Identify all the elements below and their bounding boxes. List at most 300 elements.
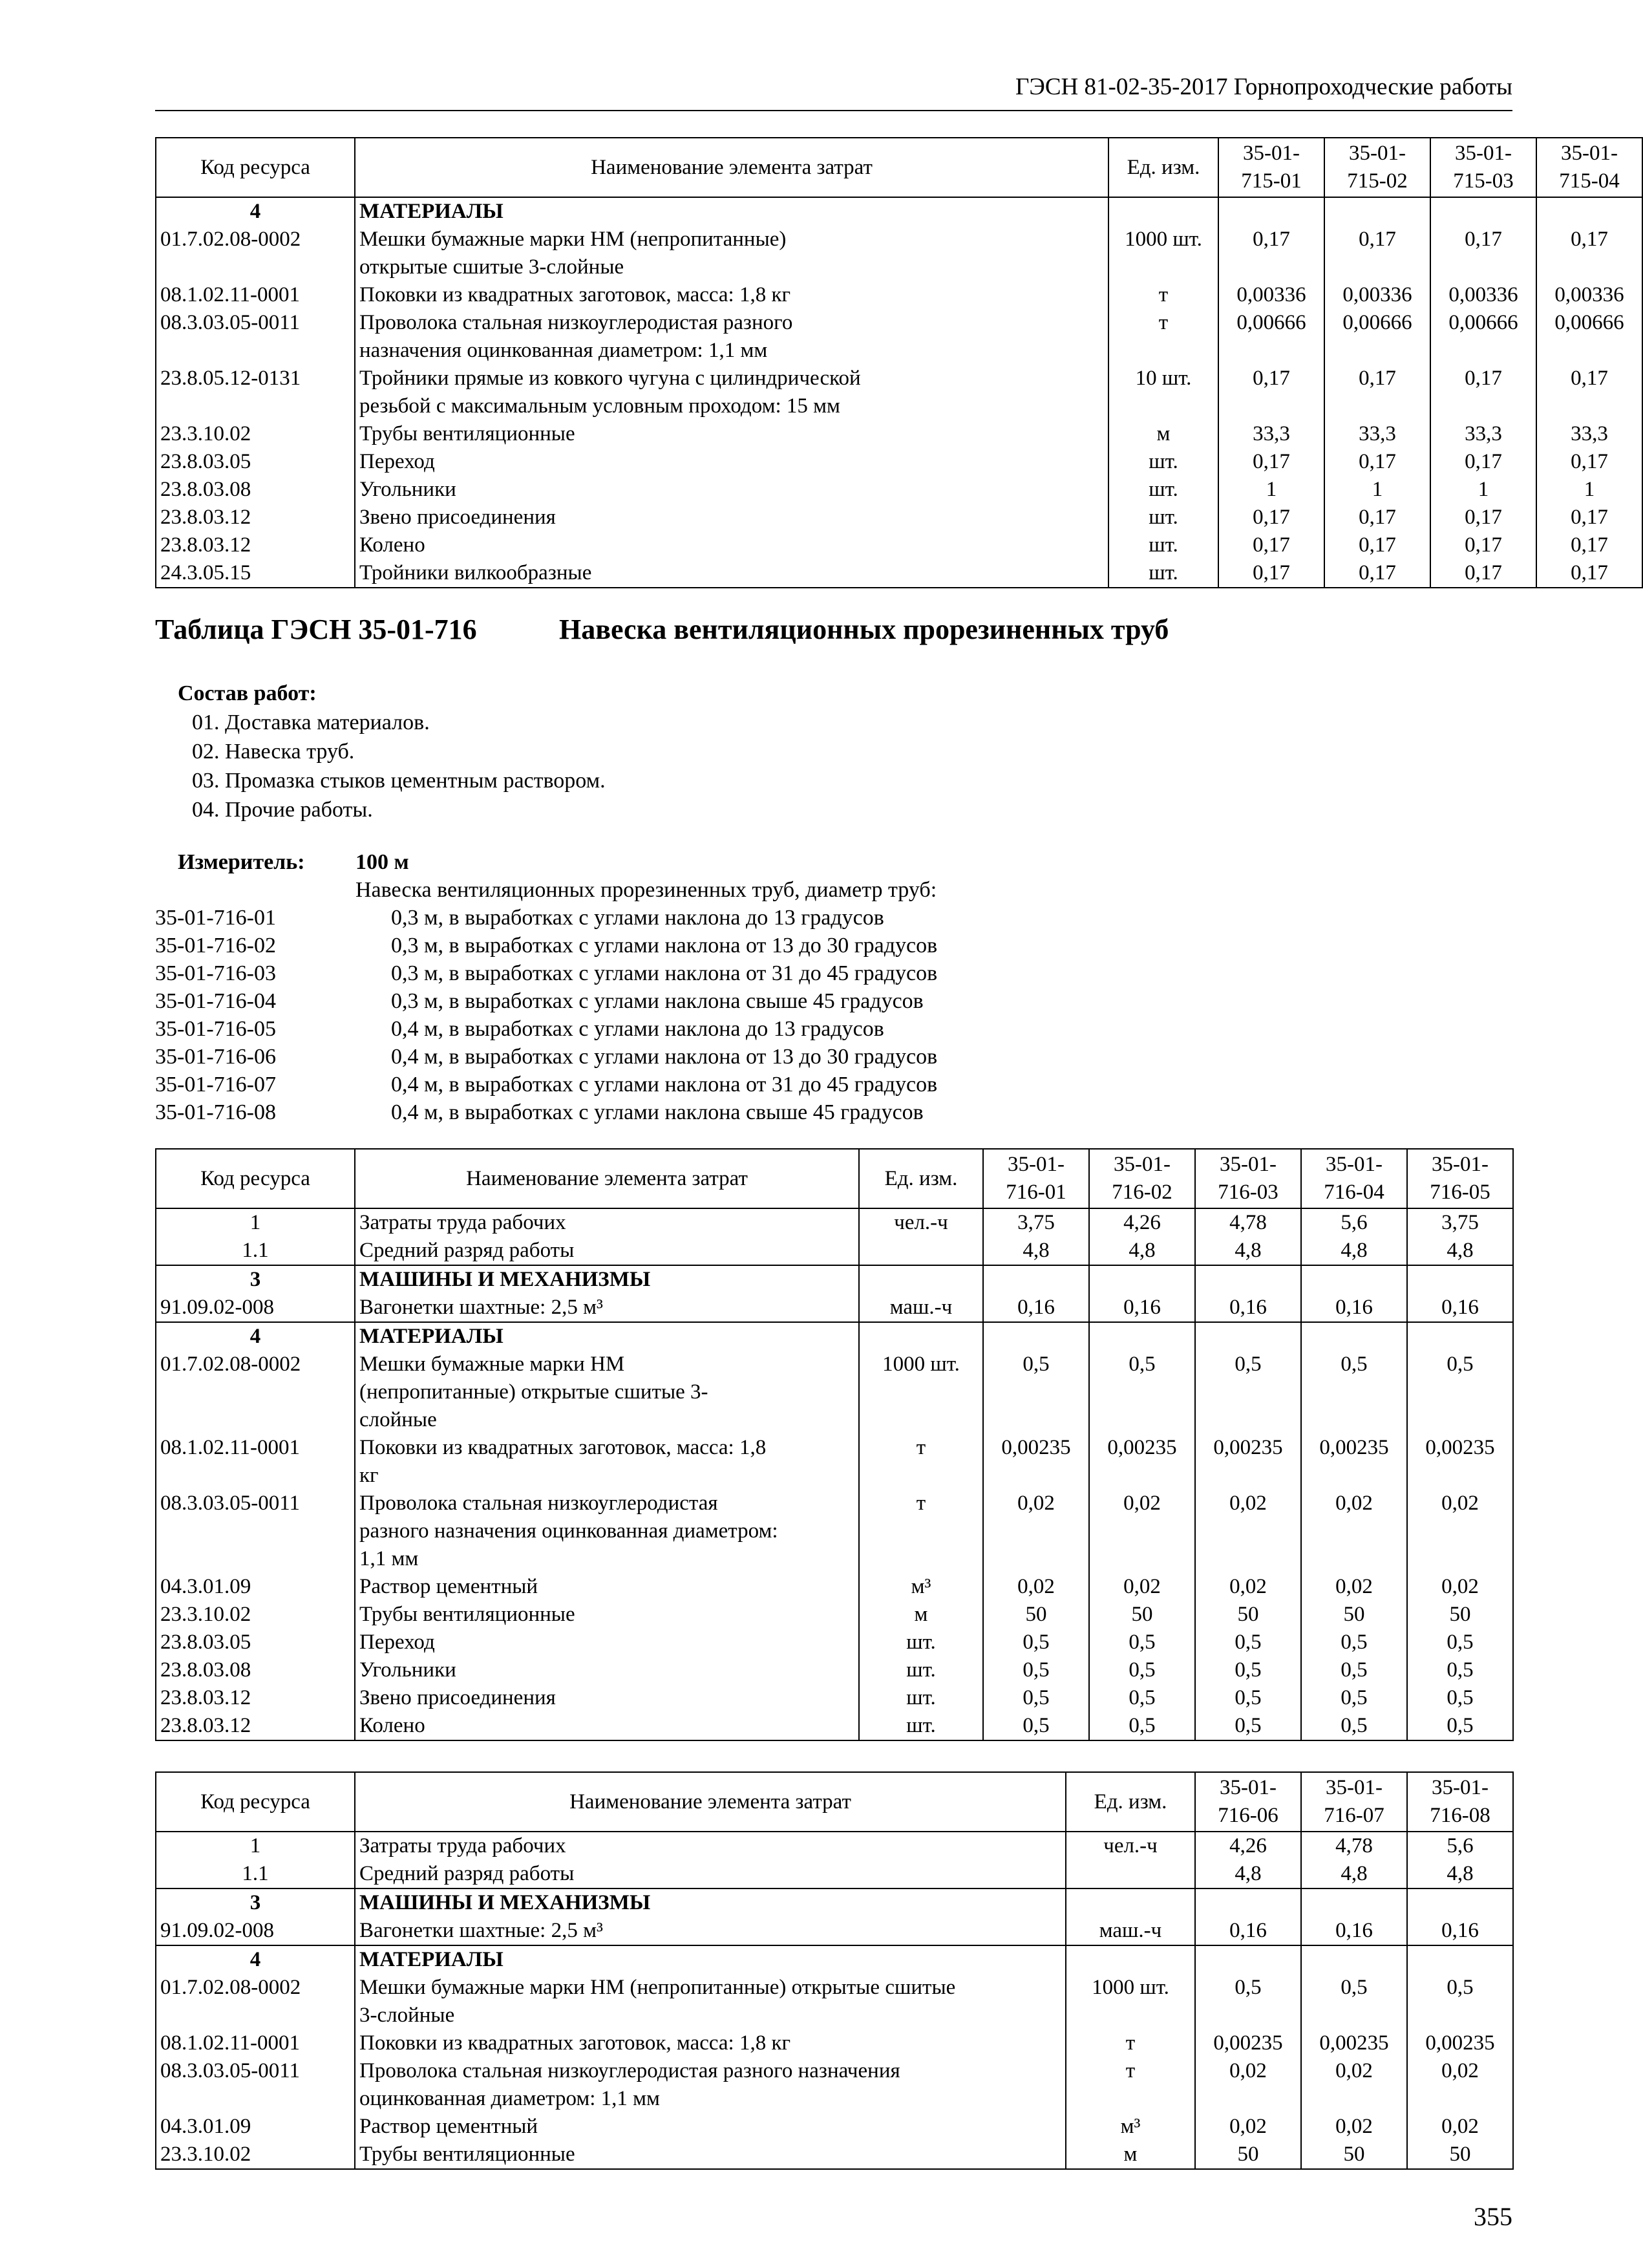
resource-name-line: Трубы вентиляционные (359, 2143, 575, 2166)
unit: шт. (1108, 531, 1218, 559)
resource-code: 04.3.01.09 (156, 2113, 355, 2141)
value-cell: 0,5 (983, 1712, 1089, 1740)
resource-name-line: Колено (359, 533, 425, 557)
value-cell: 33,3 (1536, 420, 1642, 448)
table-row (156, 1974, 1513, 2029)
unit: шт. (859, 1684, 983, 1712)
value-cell: 4,8 (1195, 1237, 1301, 1265)
unit: м³ (859, 1573, 983, 1601)
resource-name-line: Поковки из квадратных заготовок, масса: 1,8 кг (359, 2031, 791, 2055)
resource-code: 08.3.03.05-0011 (156, 309, 355, 365)
resource-code: 08.1.02.11-0001 (156, 2029, 355, 2057)
table-row (156, 1945, 1513, 1974)
resource-name (355, 1237, 859, 1265)
value-cell (1301, 1888, 1407, 1917)
value-cell: 0,00235 (1301, 2029, 1407, 2057)
resource-name (355, 1322, 859, 1351)
table-row (156, 1294, 1513, 1322)
resource-name (355, 2113, 1066, 2141)
resource-name (355, 1601, 859, 1629)
resource-name-line: МАШИНЫ И МЕХАНИЗМЫ (359, 1268, 651, 1291)
value-cell: 4,8 (1407, 1237, 1513, 1265)
value-cell: 0,5 (1195, 1351, 1301, 1434)
table-row (156, 1629, 1513, 1656)
work-step: 04. Прочие работы. (192, 798, 373, 822)
empty-cell (1218, 197, 1324, 226)
column-header: Код ресурса (156, 138, 355, 197)
value-cell: 0,02 (1407, 1573, 1513, 1601)
value-cell: 0,02 (1407, 1490, 1513, 1573)
value-cell: 0,5 (1301, 1629, 1407, 1656)
value-cell: 0,00336 (1430, 281, 1536, 309)
resource-code: 23.3.10.02 (156, 420, 355, 448)
resource-name (355, 1573, 859, 1601)
table-row (156, 2113, 1513, 2141)
value-cell: 4,8 (1195, 1860, 1301, 1888)
value-cell: 0,02 (1407, 2057, 1513, 2113)
value-cell: 4,8 (1301, 1860, 1407, 1888)
column-header: Код ресурса (156, 1149, 355, 1208)
value-cell: 0,17 (1430, 226, 1536, 281)
resource-name (355, 1974, 1066, 2029)
value-cell: 0,5 (1407, 1974, 1513, 2029)
resource-name-line: МАШИНЫ И МЕХАНИЗМЫ (359, 1891, 651, 1914)
resource-name (355, 1712, 859, 1740)
meter-item-code: 35-01-716-07 (155, 1073, 276, 1097)
value-cell: 0,02 (1195, 2057, 1301, 2113)
resource-code: 01.7.02.08-0002 (156, 1974, 355, 2029)
resource-name (355, 476, 1108, 504)
resource-code: 01.7.02.08-0002 (156, 1351, 355, 1434)
resource-name (355, 1434, 859, 1490)
page-header (155, 71, 1512, 111)
unit (1066, 1945, 1195, 1974)
work-step: 02. Навеска труб. (192, 740, 355, 764)
resource-name-line: МАТЕРИАЛЫ (359, 1948, 504, 1971)
resource-name-line: назначения оцинкованная диаметром: 1,1 мм (359, 339, 768, 362)
value-cell: 4,78 (1195, 1208, 1301, 1237)
unit: т (1108, 281, 1218, 309)
value-cell (983, 1322, 1089, 1351)
value-cell: 50 (1089, 1601, 1195, 1629)
resource-name (355, 1684, 859, 1712)
table-row (156, 1208, 1513, 1237)
value-cell: 0,5 (1089, 1629, 1195, 1656)
value-cell: 0,02 (1089, 1573, 1195, 1601)
table-row (156, 1601, 1513, 1629)
resource-code: 04.3.01.09 (156, 1573, 355, 1601)
unit: т (1108, 309, 1218, 365)
resource-name-line: Затраты труда рабочих (359, 1834, 566, 1857)
unit: шт. (859, 1656, 983, 1684)
value-cell: 0,02 (983, 1573, 1089, 1601)
column-header: Ед. изм. (1066, 1772, 1195, 1832)
table-row (156, 448, 1642, 476)
resource-name-line: открытые сшитые 3-слойные (359, 255, 624, 279)
resource-name (355, 2141, 1066, 2169)
meter-item-code: 35-01-716-04 (155, 989, 276, 1013)
table-row (156, 2057, 1513, 2113)
value-cell: 0,17 (1536, 365, 1642, 420)
value-cell: 0,17 (1218, 531, 1324, 559)
resource-name (355, 281, 1108, 309)
value-cell: 5,6 (1301, 1208, 1407, 1237)
resource-name-line: Тройники прямые из ковкого чугуна с цилиндрической (359, 367, 861, 390)
work-step: 03. Промазка стыков цементным раствором. (192, 769, 606, 793)
value-cell: 0,16 (1089, 1294, 1195, 1322)
value-cell: 0,02 (1195, 1573, 1301, 1601)
resource-name (355, 1832, 1066, 1860)
column-header: 35-01- 716-01 (983, 1149, 1089, 1208)
value-cell: 0,00235 (1407, 1434, 1513, 1490)
value-cell: 0,17 (1218, 559, 1324, 588)
value-cell: 0,17 (1324, 531, 1430, 559)
value-cell: 0,00235 (1301, 1434, 1407, 1490)
unit: м (1108, 420, 1218, 448)
value-cell: 0,17 (1324, 504, 1430, 531)
resource-name-line: (непропитанные) открытые сшитые 3- (359, 1380, 708, 1404)
value-cell: 0,16 (1195, 1294, 1301, 1322)
value-cell: 0,16 (1407, 1917, 1513, 1945)
value-cell: 50 (983, 1601, 1089, 1629)
resource-table-716-a (155, 1148, 1514, 1741)
meter-item (155, 987, 937, 1015)
resource-name-line: оцинкованная диаметром: 1,1 мм (359, 2087, 660, 2110)
meter-item-code: 35-01-716-05 (155, 1017, 276, 1041)
header-row (156, 1149, 1513, 1208)
meter-item-text: 0,4 м, в выработках с углами наклона до 13 градусов (391, 1017, 884, 1041)
value-cell: 0,5 (983, 1351, 1089, 1434)
resource-name (355, 309, 1108, 365)
value-cell: 0,17 (1324, 448, 1430, 476)
unit: маш.-ч (1066, 1917, 1195, 1945)
value-cell: 33,3 (1218, 420, 1324, 448)
section-title: МАТЕРИАЛЫ (355, 197, 1108, 226)
value-cell: 0,17 (1536, 559, 1642, 588)
resource-name-line: Вагонетки шахтные: 2,5 м³ (359, 1919, 603, 1942)
unit: чел.-ч (1066, 1832, 1195, 1860)
resource-code: 1 (156, 1832, 355, 1860)
table-row (156, 1712, 1513, 1740)
value-cell: 0,5 (1301, 1684, 1407, 1712)
unit: м (859, 1601, 983, 1629)
value-cell: 4,26 (1195, 1832, 1301, 1860)
meter-item (155, 1098, 937, 1126)
value-cell: 0,00336 (1536, 281, 1642, 309)
column-header: 35-01- 716-06 (1195, 1772, 1301, 1832)
resource-name (355, 531, 1108, 559)
column-header: Наименование элемента затрат (355, 138, 1108, 197)
value-cell: 0,00666 (1324, 309, 1430, 365)
value-cell (1407, 1322, 1513, 1351)
resource-name-line: резьбой с максимальным условным проходом: 15 мм (359, 394, 840, 418)
meter-description: Навеска вентиляционных прорезиненных труб, диаметр труб: (355, 878, 937, 902)
resource-name (355, 1490, 859, 1573)
resource-name-line: Средний разряд работы (359, 1239, 575, 1262)
unit (1066, 1860, 1195, 1888)
value-cell: 1 (1324, 476, 1430, 504)
resource-name-line: Средний разряд работы (359, 1862, 575, 1885)
resource-name (355, 1629, 859, 1656)
resource-name-line: Проволока стальная низкоуглеродистая разного (359, 311, 793, 334)
value-cell: 4,8 (1407, 1860, 1513, 1888)
unit: шт. (1108, 476, 1218, 504)
resource-name-line: Колено (359, 1714, 425, 1737)
resource-name (355, 2057, 1066, 2113)
value-cell: 0,17 (1218, 365, 1324, 420)
header-row (156, 138, 1642, 197)
header-row (156, 1772, 1513, 1832)
meter-item-code: 35-01-716-08 (155, 1100, 276, 1124)
resource-code: 23.8.03.12 (156, 531, 355, 559)
meter-item-text: 0,4 м, в выработках с углами наклона от 31 до 45 градусов (391, 1073, 938, 1097)
resource-name (355, 1656, 859, 1684)
value-cell (1407, 1945, 1513, 1974)
value-cell: 0,00666 (1536, 309, 1642, 365)
value-cell: 0,5 (1195, 1684, 1301, 1712)
table-title (155, 613, 1169, 646)
value-cell: 1 (1536, 476, 1642, 504)
meter-item (155, 1071, 937, 1098)
table-row (156, 281, 1642, 309)
resource-table-716-b (155, 1771, 1514, 2170)
unit: шт. (1108, 448, 1218, 476)
table-row (156, 1434, 1513, 1490)
table-row (156, 1351, 1513, 1434)
meter-item (155, 904, 937, 932)
resource-code: 1.1 (156, 1237, 355, 1265)
meter-value: 100 м (355, 850, 409, 874)
value-cell: 33,3 (1430, 420, 1536, 448)
value-cell (1195, 1888, 1301, 1917)
resource-name-line: Тройники вилкообразные (359, 561, 592, 584)
meter-item-text: 0,3 м, в выработках с углами наклона от 31 до 45 градусов (391, 961, 938, 985)
unit: 10 шт. (1108, 365, 1218, 420)
value-cell (1407, 1265, 1513, 1294)
value-cell: 4,26 (1089, 1208, 1195, 1237)
value-cell: 0,00666 (1430, 309, 1536, 365)
resource-code: 23.8.03.12 (156, 1712, 355, 1740)
resource-code: 23.8.05.12-0131 (156, 365, 355, 420)
value-cell (1301, 1265, 1407, 1294)
resource-name-line: Раствор цементный (359, 2115, 538, 2138)
resource-code: 24.3.05.15 (156, 559, 355, 588)
value-cell (1195, 1322, 1301, 1351)
unit (1066, 1888, 1195, 1917)
resource-code: 01.7.02.08-0002 (156, 226, 355, 281)
resource-code: 23.8.03.12 (156, 504, 355, 531)
value-cell: 4,78 (1301, 1832, 1407, 1860)
column-header: Наименование элемента затрат (355, 1149, 859, 1208)
value-cell (983, 1265, 1089, 1294)
table-row (156, 1860, 1513, 1888)
resource-name (355, 1945, 1066, 1974)
resource-name-line: Угольники (359, 1658, 456, 1682)
unit: 1000 шт. (1066, 1974, 1195, 2029)
unit (859, 1237, 983, 1265)
resource-code: 4 (156, 1945, 355, 1974)
value-cell: 0,02 (1407, 2113, 1513, 2141)
resource-code: 23.8.03.05 (156, 1629, 355, 1656)
resource-code: 91.09.02-008 (156, 1917, 355, 1945)
value-cell: 0,17 (1430, 531, 1536, 559)
column-header: 35-01- 715-02 (1324, 138, 1430, 197)
column-header: 35-01- 715-01 (1218, 138, 1324, 197)
meter-item-code: 35-01-716-06 (155, 1045, 276, 1069)
resource-code: 23.8.03.08 (156, 476, 355, 504)
work-heading: Состав работ: (178, 681, 317, 705)
meter-item-code: 35-01-716-03 (155, 961, 276, 985)
value-cell: 0,17 (1430, 448, 1536, 476)
resource-name (355, 559, 1108, 588)
meter-block (155, 848, 937, 1126)
column-header: 35-01- 715-03 (1430, 138, 1536, 197)
value-cell: 0,00336 (1218, 281, 1324, 309)
work-composition (178, 679, 606, 824)
meter-item-code: 35-01-716-02 (155, 934, 276, 957)
meter-item (155, 1015, 937, 1043)
value-cell: 0,02 (1089, 1490, 1195, 1573)
table-row (156, 1888, 1513, 1917)
value-cell: 0,5 (1407, 1656, 1513, 1684)
value-cell: 0,16 (1407, 1294, 1513, 1322)
page-number: 355 (1474, 2202, 1512, 2231)
value-cell: 0,02 (1195, 2113, 1301, 2141)
value-cell: 5,6 (1407, 1832, 1513, 1860)
resource-code: 08.1.02.11-0001 (156, 281, 355, 309)
table-row (156, 2029, 1513, 2057)
column-header: 35-01- 716-03 (1195, 1149, 1301, 1208)
value-cell: 0,16 (1301, 1917, 1407, 1945)
value-cell: 0,00235 (1195, 2029, 1301, 2057)
value-cell: 50 (1407, 1601, 1513, 1629)
value-cell: 0,17 (1430, 559, 1536, 588)
column-header: 35-01- 716-04 (1301, 1149, 1407, 1208)
table-row (156, 1917, 1513, 1945)
value-cell (1195, 1265, 1301, 1294)
resource-name-line: Звено присоединения (359, 1686, 556, 1709)
resource-name (355, 448, 1108, 476)
value-cell (1301, 1322, 1407, 1351)
value-cell: 3,75 (1407, 1208, 1513, 1237)
value-cell: 0,17 (1536, 504, 1642, 531)
value-cell (1089, 1265, 1195, 1294)
value-cell: 0,00235 (983, 1434, 1089, 1490)
resource-name-line: Раствор цементный (359, 1575, 538, 1598)
empty-cell (1324, 197, 1430, 226)
value-cell: 0,17 (1430, 504, 1536, 531)
value-cell: 0,02 (1301, 2057, 1407, 2113)
table-row (156, 1322, 1513, 1351)
resource-name (355, 1208, 859, 1237)
resource-name (355, 1265, 859, 1294)
empty-cell (1108, 197, 1218, 226)
meter-item-code: 35-01-716-01 (155, 906, 276, 930)
value-cell: 0,5 (983, 1684, 1089, 1712)
table-row (156, 226, 1642, 281)
value-cell: 0,5 (1301, 1712, 1407, 1740)
column-header: 35-01- 716-02 (1089, 1149, 1195, 1208)
value-cell (1301, 1945, 1407, 1974)
table-title-name: Навеска вентиляционных прорезиненных труб (559, 614, 1169, 645)
table-row (156, 1656, 1513, 1684)
resource-code: 4 (156, 1322, 355, 1351)
value-cell: 0,16 (983, 1294, 1089, 1322)
value-cell: 0,5 (983, 1629, 1089, 1656)
resource-table-715 (155, 137, 1643, 588)
column-header: 35-01- 716-08 (1407, 1772, 1513, 1832)
value-cell: 0,5 (1089, 1351, 1195, 1434)
resource-name (355, 504, 1108, 531)
resource-code: 91.09.02-008 (156, 1294, 355, 1322)
meter-item-text: 0,4 м, в выработках с углами наклона от 13 до 30 градусов (391, 1045, 938, 1069)
meter-item-text: 0,4 м, в выработках с углами наклона свыше 45 градусов (391, 1100, 924, 1124)
meter-item-text: 0,3 м, в выработках с углами наклона свыше 45 градусов (391, 989, 924, 1013)
resource-name-line: 3-слойные (359, 2004, 455, 2027)
table-row (156, 365, 1642, 420)
value-cell: 0,5 (1301, 1656, 1407, 1684)
unit (859, 1322, 983, 1351)
resource-code: 08.3.03.05-0011 (156, 2057, 355, 2113)
unit: м (1066, 2141, 1195, 2169)
value-cell: 50 (1407, 2141, 1513, 2169)
value-cell: 4,8 (983, 1237, 1089, 1265)
value-cell: 0,02 (983, 1490, 1089, 1573)
meter-label: Измеритель: (178, 850, 305, 874)
value-cell: 4,8 (1089, 1237, 1195, 1265)
resource-code: 23.3.10.02 (156, 1601, 355, 1629)
table-row (156, 1684, 1513, 1712)
resource-name-line: Мешки бумажные марки НМ (непропитанные) (359, 228, 787, 251)
unit: маш.-ч (859, 1294, 983, 1322)
resource-code: 1.1 (156, 1860, 355, 1888)
value-cell: 50 (1301, 2141, 1407, 2169)
value-cell: 0,5 (1089, 1712, 1195, 1740)
value-cell (1407, 1888, 1513, 1917)
value-cell: 0,00235 (1407, 2029, 1513, 2057)
value-cell: 0,5 (1195, 1974, 1301, 2029)
column-header: 35-01- 715-04 (1536, 138, 1642, 197)
resource-name (355, 1888, 1066, 1917)
resource-name-line: Переход (359, 450, 435, 473)
resource-name (355, 365, 1108, 420)
value-cell: 0,5 (1089, 1656, 1195, 1684)
column-header: Ед. изм. (859, 1149, 983, 1208)
value-cell: 0,5 (1407, 1712, 1513, 1740)
value-cell: 3,75 (983, 1208, 1089, 1237)
table-row (156, 1237, 1513, 1265)
value-cell: 0,17 (1536, 448, 1642, 476)
resource-name-line: Переход (359, 1631, 435, 1654)
table-row (156, 1573, 1513, 1601)
resource-name-line: МАТЕРИАЛЫ (359, 1325, 504, 1348)
resource-name-line: Проволока стальная низкоуглеродистая (359, 1492, 718, 1515)
resource-code: 3 (156, 1888, 355, 1917)
value-cell: 0,5 (1195, 1712, 1301, 1740)
work-step: 01. Доставка материалов. (192, 711, 430, 734)
table-row (156, 2141, 1513, 2169)
table-row (156, 1265, 1513, 1294)
value-cell: 50 (1195, 2141, 1301, 2169)
table-row (156, 309, 1642, 365)
value-cell: 0,00235 (1089, 1434, 1195, 1490)
resource-name (355, 2029, 1066, 2057)
value-cell: 0,17 (1536, 531, 1642, 559)
resource-name-line: Поковки из квадратных заготовок, масса: 1,8 кг (359, 283, 791, 306)
value-cell: 0,17 (1536, 226, 1642, 281)
table-row (156, 559, 1642, 588)
unit: м³ (1066, 2113, 1195, 2141)
